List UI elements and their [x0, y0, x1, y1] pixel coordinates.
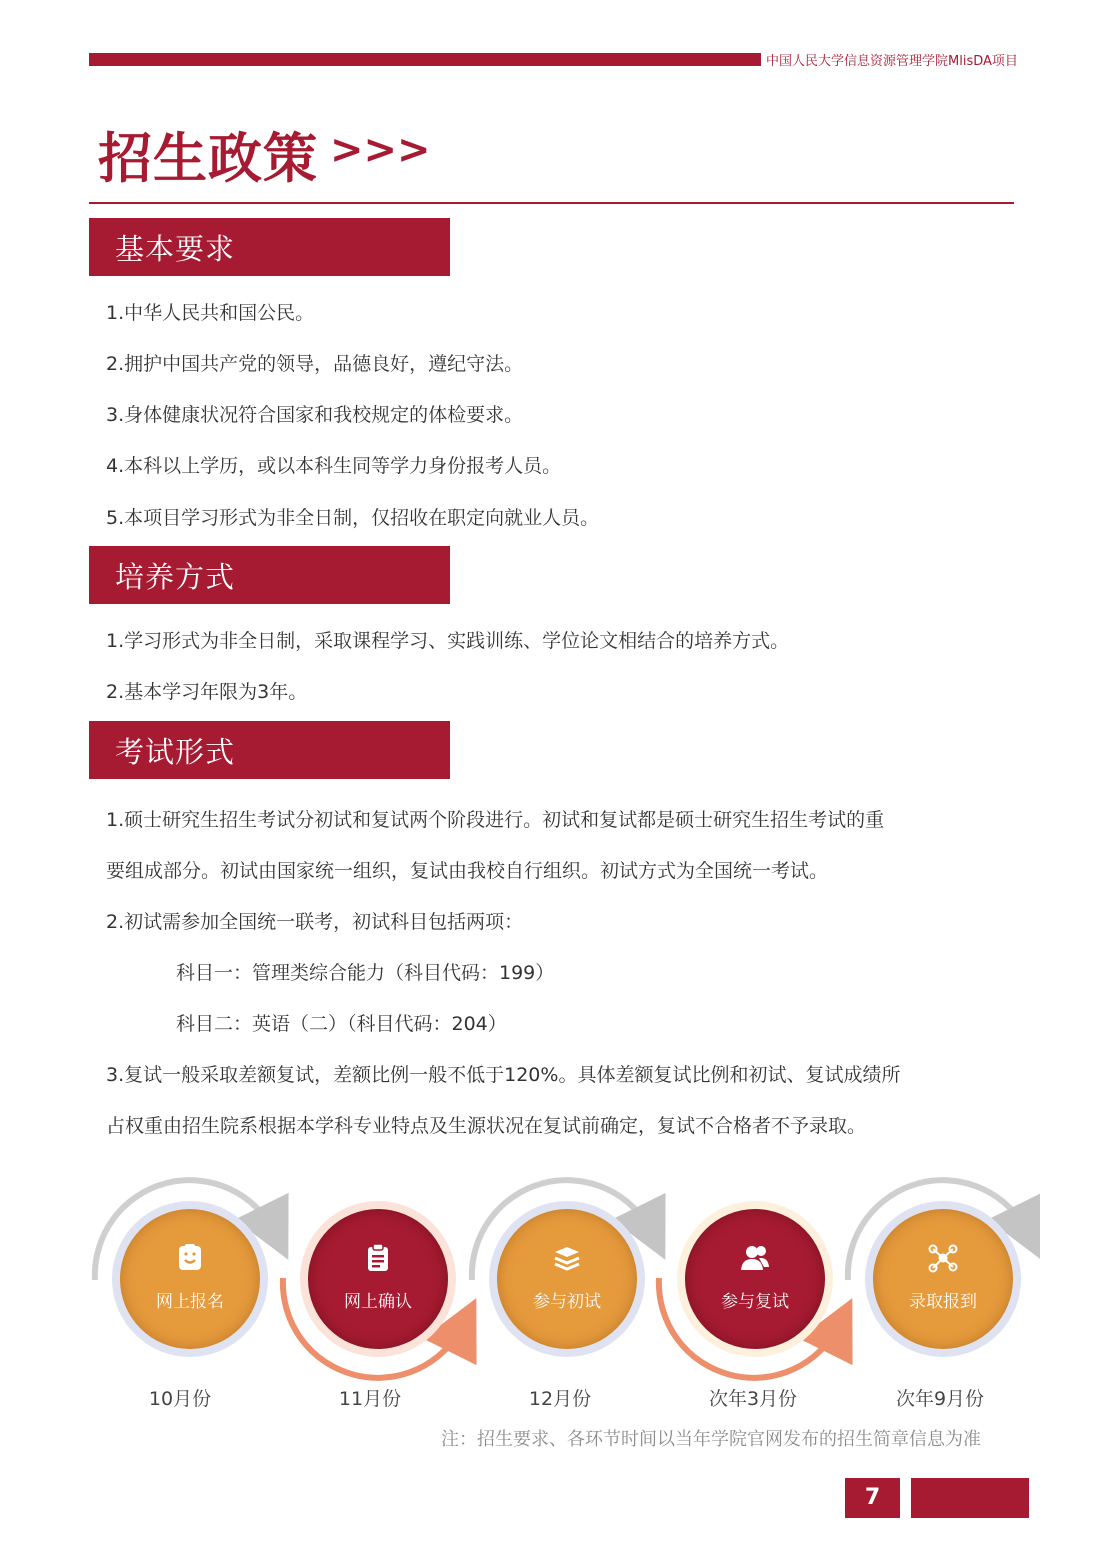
requirement-item: 5.本项目学习形式为非全日制，仅招收在职定向就业人员。 [106, 507, 600, 529]
admission-timeline [80, 1165, 1040, 1425]
section-heading-label: 基本要求 [115, 232, 236, 266]
step-month: 12月份 [528, 1388, 592, 1410]
network-icon [928, 1243, 958, 1273]
training-item: 2.基本学习年限为3年。 [106, 681, 308, 703]
exam-paragraph-line: 占权重由招生院系根据本学科专业特点及生源状况在复试前确定，复试不合格者不予录取。 [106, 1115, 867, 1137]
step-month: 次年9月份 [895, 1388, 985, 1410]
step-label: 参与复试 [721, 1292, 789, 1312]
exam-paragraph-line: 要组成部分。初试由国家统一组织，复试由我校自行组织。初试方式为全国统一考试。 [106, 860, 829, 882]
step-month: 次年3月份 [708, 1388, 798, 1410]
page-number: 7 [845, 1478, 900, 1518]
requirement-item: 1.中华人民共和国公民。 [106, 302, 315, 324]
books-stack-icon [552, 1243, 582, 1273]
training-item: 1.学习形式为非全日制，采取课程学习、实践训练、学位论文相结合的培养方式。 [106, 630, 790, 652]
step-online-confirmation [308, 1209, 448, 1349]
exam-subject-line: 科目二：英语（二）（科目代码：204） [176, 1013, 507, 1035]
clipboard-list-icon [363, 1243, 393, 1273]
section-heading-training [89, 546, 450, 604]
footer-bar [911, 1478, 1029, 1518]
exam-paragraph-line: 3.复试一般采取差额复试，差额比例一般不低于120%。具体差额复试比例和初试、复试成绩所 [106, 1064, 901, 1086]
header-bar [89, 53, 761, 66]
step-month: 11月份 [338, 1388, 402, 1410]
title-divider [89, 202, 1014, 204]
step-admission-enrollment [873, 1209, 1013, 1349]
step-month: 10月份 [148, 1388, 212, 1410]
header-note: 中国人民大学信息资源管理学院MlisDA项目 [766, 54, 1018, 69]
step-label: 网上确认 [344, 1292, 412, 1312]
exam-paragraph-line: 1.硕士研究生招生考试分初试和复试两个阶段进行。初试和复试都是硕士研究生招生考试的重 [106, 809, 885, 831]
section-heading-label: 考试形式 [115, 735, 236, 769]
requirement-item: 2.拥护中国共产党的领导，品德良好，遵纪守法。 [106, 353, 524, 375]
clipboard-face-icon [175, 1243, 205, 1273]
step-label: 参与初试 [533, 1292, 601, 1312]
timeline-footnote: 注：招生要求、各环节时间以当年学院官网发布的招生简章信息为准 [441, 1429, 981, 1450]
exam-paragraph-line: 2.初试需参加全国统一联考，初试科目包括两项： [106, 911, 524, 933]
step-online-registration [120, 1209, 260, 1349]
requirement-item: 4.本科以上学历，或以本科生同等学力身份报考人员。 [106, 455, 562, 477]
exam-subject-line: 科目一：管理类综合能力（科目代码：199） [176, 962, 555, 984]
users-icon [740, 1243, 770, 1273]
requirement-item: 3.身体健康状况符合国家和我校规定的体检要求。 [106, 404, 524, 426]
section-heading-exam [89, 721, 450, 779]
page-title: 招生政策 [98, 127, 318, 190]
section-heading-label: 培养方式 [115, 560, 236, 594]
step-preliminary-exam [497, 1209, 637, 1349]
title-arrows: >>> [330, 127, 431, 173]
step-retest [685, 1209, 825, 1349]
section-heading-basic [89, 218, 450, 276]
step-label: 网上报名 [156, 1292, 224, 1312]
step-label: 录取报到 [909, 1292, 977, 1312]
